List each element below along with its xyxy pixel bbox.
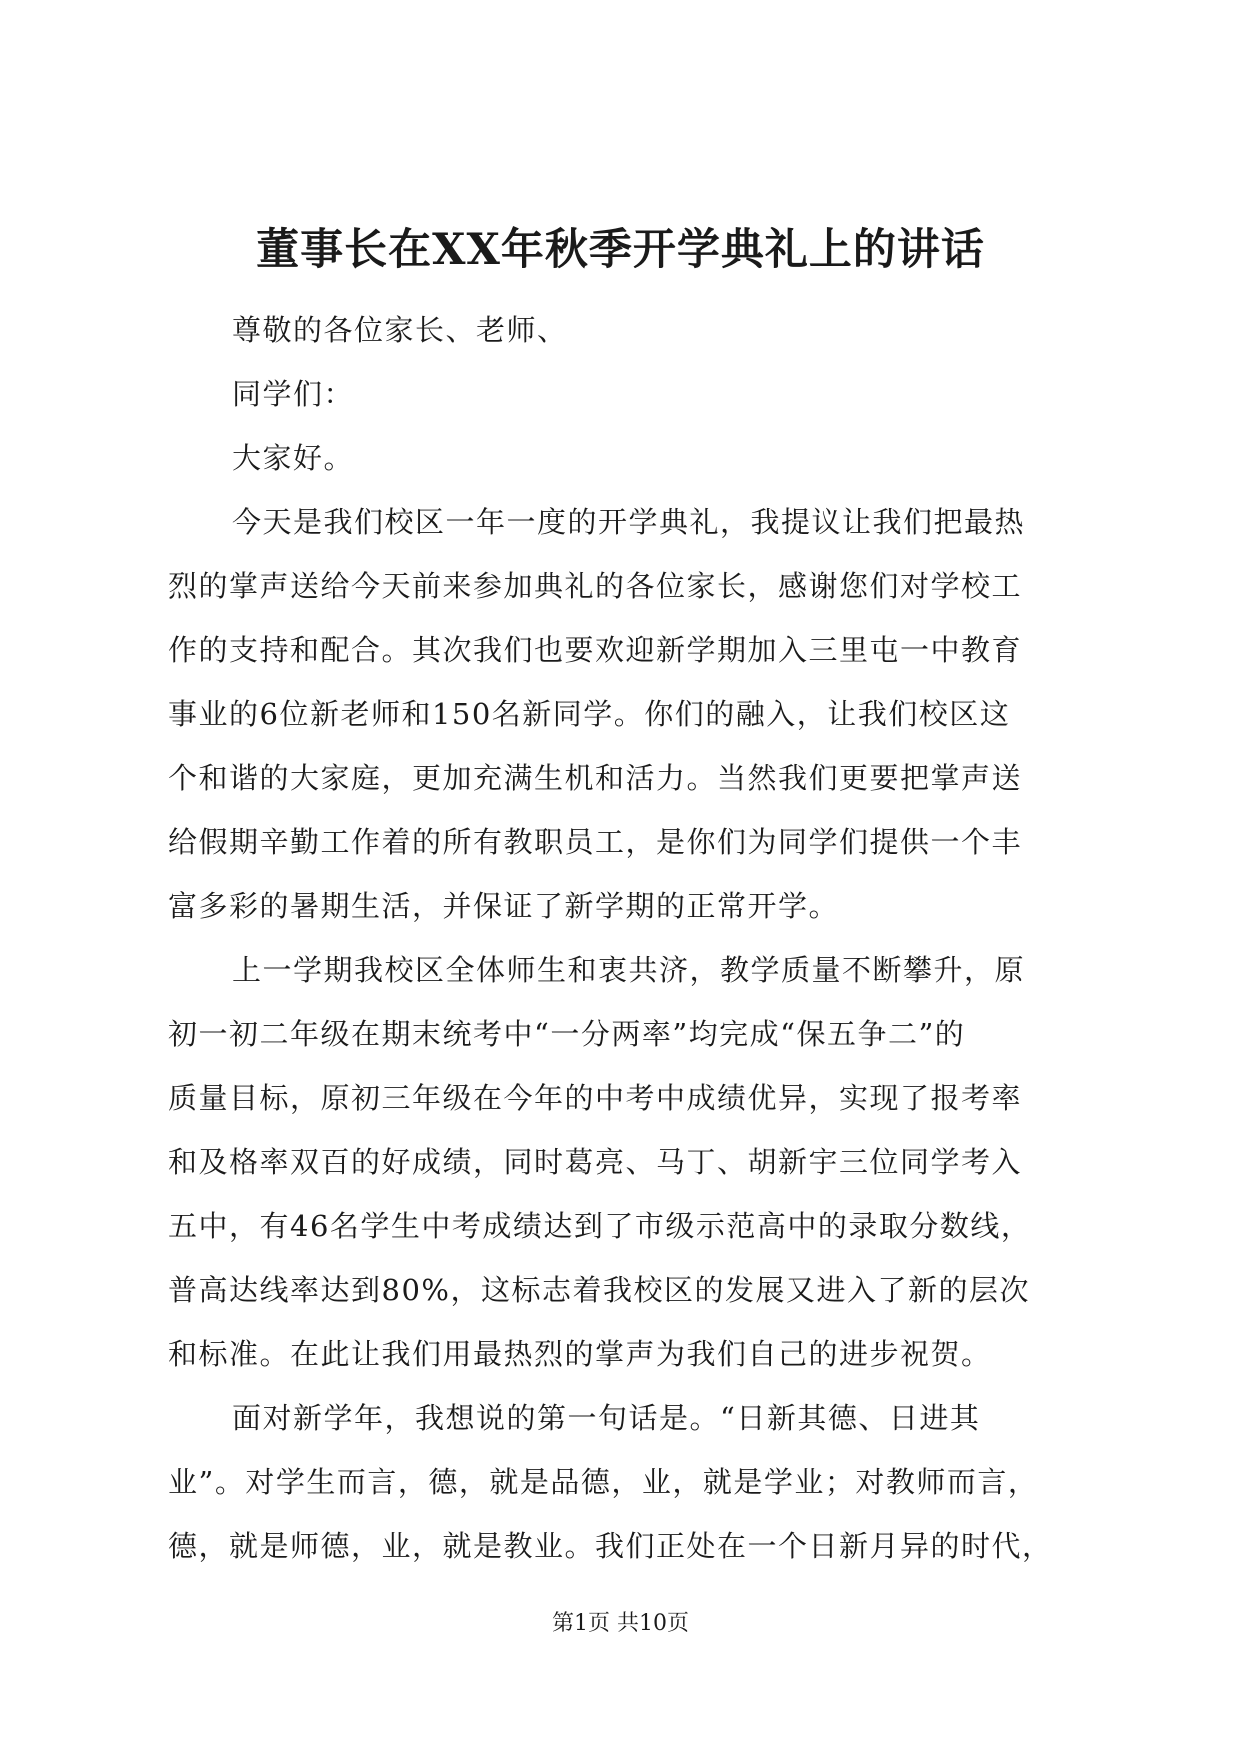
body-line: 今天是我们校区一年一度的开学典礼，我提议让我们把最热 [232,505,1026,539]
document-body [168,298,1082,1578]
body-line: 五中，有46名学生中考成绩达到了市级示范高中的录取分数线， [168,1209,1032,1243]
body-line: 上一学期我校区全体师生和衷共济，教学质量不断攀升，原 [232,953,1026,987]
body-line: 业”。对学生而言，德，就是品德，业，就是学业；对教师而言， [168,1465,1039,1499]
body-line: 大家好。 [232,441,355,475]
body-line: 初一初二年级在期末统考中“一分两率”均完成“保五争二”的 [168,1017,966,1051]
body-line: 和及格率双百的好成绩，同时葛亮、马丁、胡新宇三位同学考入 [168,1145,1023,1179]
body-line: 和标准。在此让我们用最热烈的掌声为我们自己的进步祝贺。 [168,1337,992,1371]
document-title: 董事长在XX年秋季开学典礼上的讲话 [256,225,985,275]
body-line: 同学们： [232,377,355,411]
body-line: 个和谐的大家庭，更加充满生机和活力。当然我们更要把掌声送 [168,761,1023,795]
body-line: 德，就是师德，业，就是教业。我们正处在一个日新月异的时代， [168,1529,1053,1563]
body-line: 尊敬的各位家长、老师、 [232,313,568,347]
body-line: 事业的6位新老师和150名新同学。你们的融入，让我们校区这 [168,697,1011,731]
body-line: 烈的掌声送给今天前来参加典礼的各位家长，感谢您们对学校工 [168,569,1023,603]
body-line: 质量目标，原初三年级在今年的中考中成绩优异，实现了报考率 [168,1081,1023,1115]
body-line: 给假期辛勤工作着的所有教职员工，是你们为同学们提供一个丰 [168,825,1023,859]
body-line: 作的支持和配合。其次我们也要欢迎新学期加入三里屯一中教育 [168,633,1023,667]
page-footer: 第1页 共10页 [552,1611,689,1636]
body-line: 面对新学年，我想说的第一句话是。“日新其德、日进其 [232,1401,981,1435]
body-line: 普高达线率达到80%，这标志着我校区的发展又进入了新的层次 [168,1273,1030,1307]
body-line: 富多彩的暑期生活，并保证了新学期的正常开学。 [168,889,840,923]
